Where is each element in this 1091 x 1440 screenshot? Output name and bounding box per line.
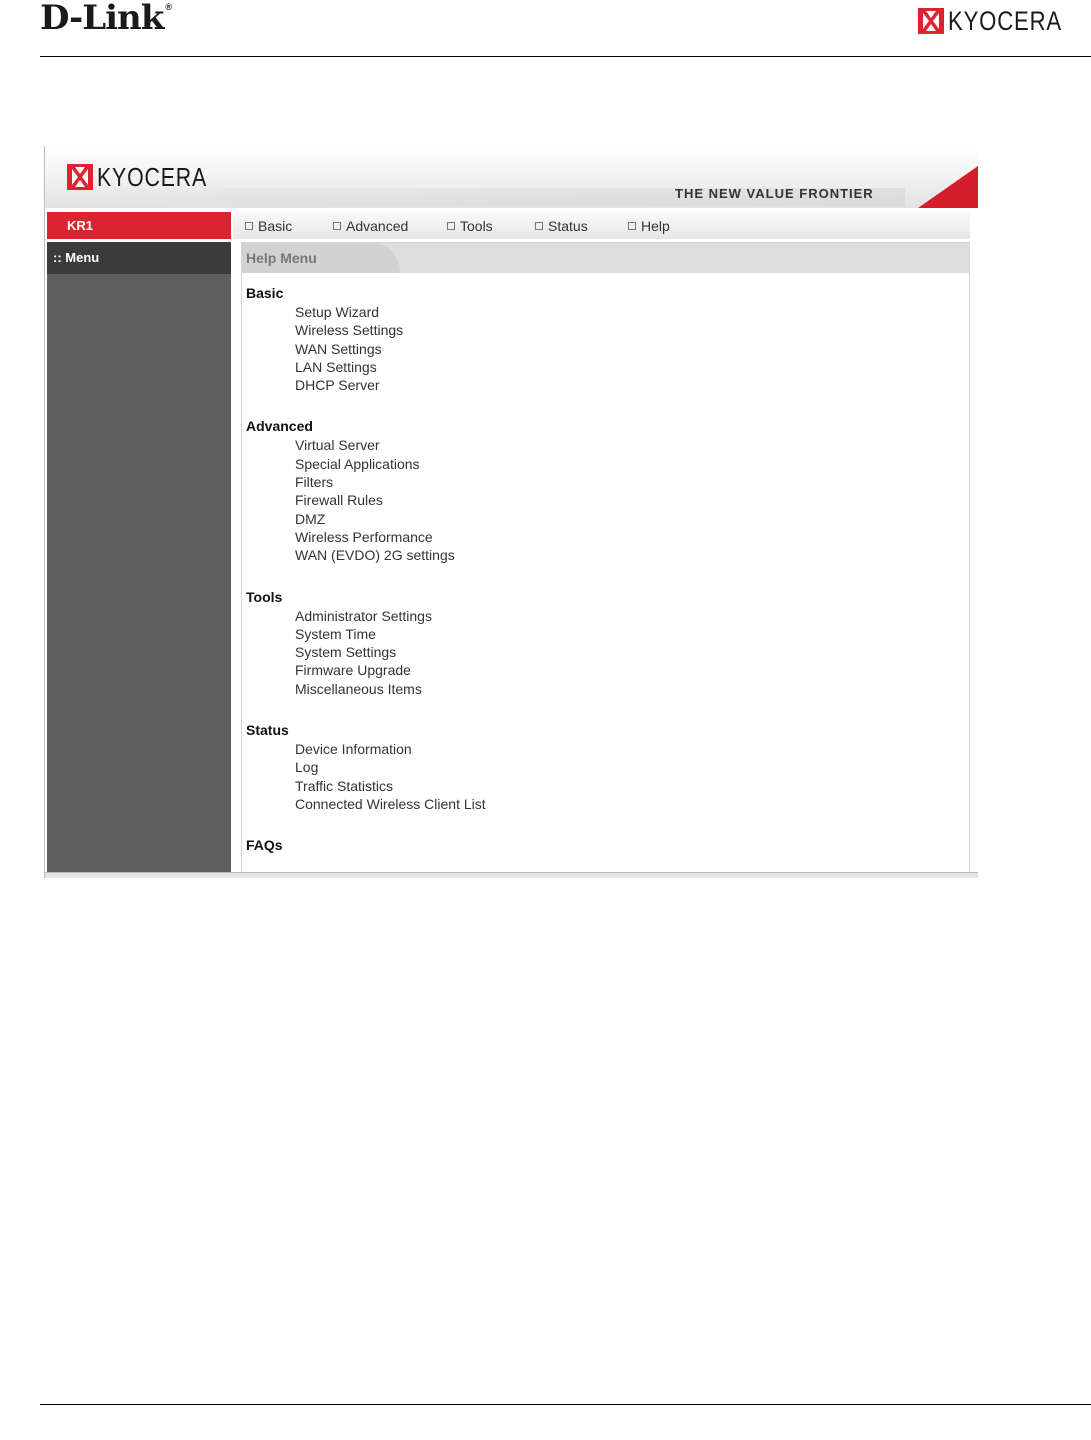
nav-row (45, 208, 978, 240)
help-link[interactable]: DHCP Server (295, 377, 380, 394)
help-section-faqs (246, 835, 486, 855)
help-link[interactable]: Virtual Server (295, 437, 380, 454)
footer-rule (40, 1404, 1091, 1405)
sidebar (47, 242, 231, 878)
bullet-square-icon (447, 222, 455, 230)
help-link[interactable]: DMZ (295, 510, 326, 527)
page-title: Help Menu (246, 250, 317, 266)
kyocera-logo-banner: KYOCERA (67, 162, 231, 192)
help-link[interactable]: System Settings (295, 644, 397, 661)
device-tab: KR1 (47, 212, 231, 239)
help-section-basic (246, 283, 486, 394)
section-title: FAQs (246, 837, 283, 854)
nav-status[interactable]: Status (535, 218, 588, 234)
bullet-square-icon (628, 222, 636, 230)
router-ui-screenshot (44, 146, 978, 878)
help-link[interactable]: Traffic Statistics (295, 777, 394, 794)
help-link[interactable]: Firmware Upgrade (295, 662, 411, 679)
section-title: Tools (246, 588, 283, 605)
bullet-square-icon (245, 222, 253, 230)
nav-tools[interactable]: Tools (447, 218, 493, 234)
kyocera-logo-top: KYOCERA (918, 6, 1087, 36)
help-link[interactable]: Log (295, 759, 319, 776)
sidebar-title: :: Menu (47, 242, 231, 274)
help-link[interactable]: WAN Settings (295, 340, 382, 357)
bullet-square-icon (333, 222, 341, 230)
help-link[interactable]: System Time (295, 625, 376, 642)
help-link[interactable]: Special Applications (295, 455, 420, 472)
help-link[interactable]: LAN Settings (295, 358, 377, 375)
help-link[interactable]: Filters (295, 474, 334, 491)
help-link[interactable]: Device Information (295, 741, 412, 758)
nav-basic[interactable]: Basic (245, 218, 292, 234)
help-link[interactable]: Miscellaneous Items (295, 680, 422, 697)
window-bottom-edge (45, 872, 978, 878)
help-link[interactable]: WAN (EVDO) 2G settings (295, 547, 455, 564)
help-link[interactable]: Wireless Performance (295, 528, 433, 545)
header-rule (40, 56, 1091, 57)
main-nav (233, 212, 970, 239)
document-header (0, 0, 1091, 58)
section-title: Advanced (246, 418, 313, 435)
kyocera-mark-icon (67, 164, 93, 190)
help-menu-list (246, 283, 486, 855)
bullet-square-icon (535, 222, 543, 230)
nav-advanced[interactable]: Advanced (333, 218, 408, 234)
help-link[interactable]: Connected Wireless Client List (295, 795, 486, 812)
help-section-status (246, 720, 486, 813)
nav-help[interactable]: Help (628, 218, 670, 234)
red-swoosh-decoration (918, 166, 978, 208)
dlink-logo: D-Link ® (40, 0, 171, 38)
help-link[interactable]: Firewall Rules (295, 492, 383, 509)
help-link[interactable]: Wireless Settings (295, 322, 404, 339)
help-section-advanced (246, 416, 486, 564)
section-title: Basic (246, 285, 284, 301)
help-section-tools (246, 587, 486, 698)
content-header (242, 243, 969, 273)
help-link[interactable]: Setup Wizard (295, 304, 380, 320)
slogan: THE NEW VALUE FRONTIER (675, 186, 874, 201)
help-content (241, 242, 970, 878)
kyocera-mark-icon (918, 8, 944, 34)
help-link[interactable]: Administrator Settings (295, 607, 432, 624)
banner (45, 146, 978, 208)
section-title: Status (246, 722, 289, 739)
